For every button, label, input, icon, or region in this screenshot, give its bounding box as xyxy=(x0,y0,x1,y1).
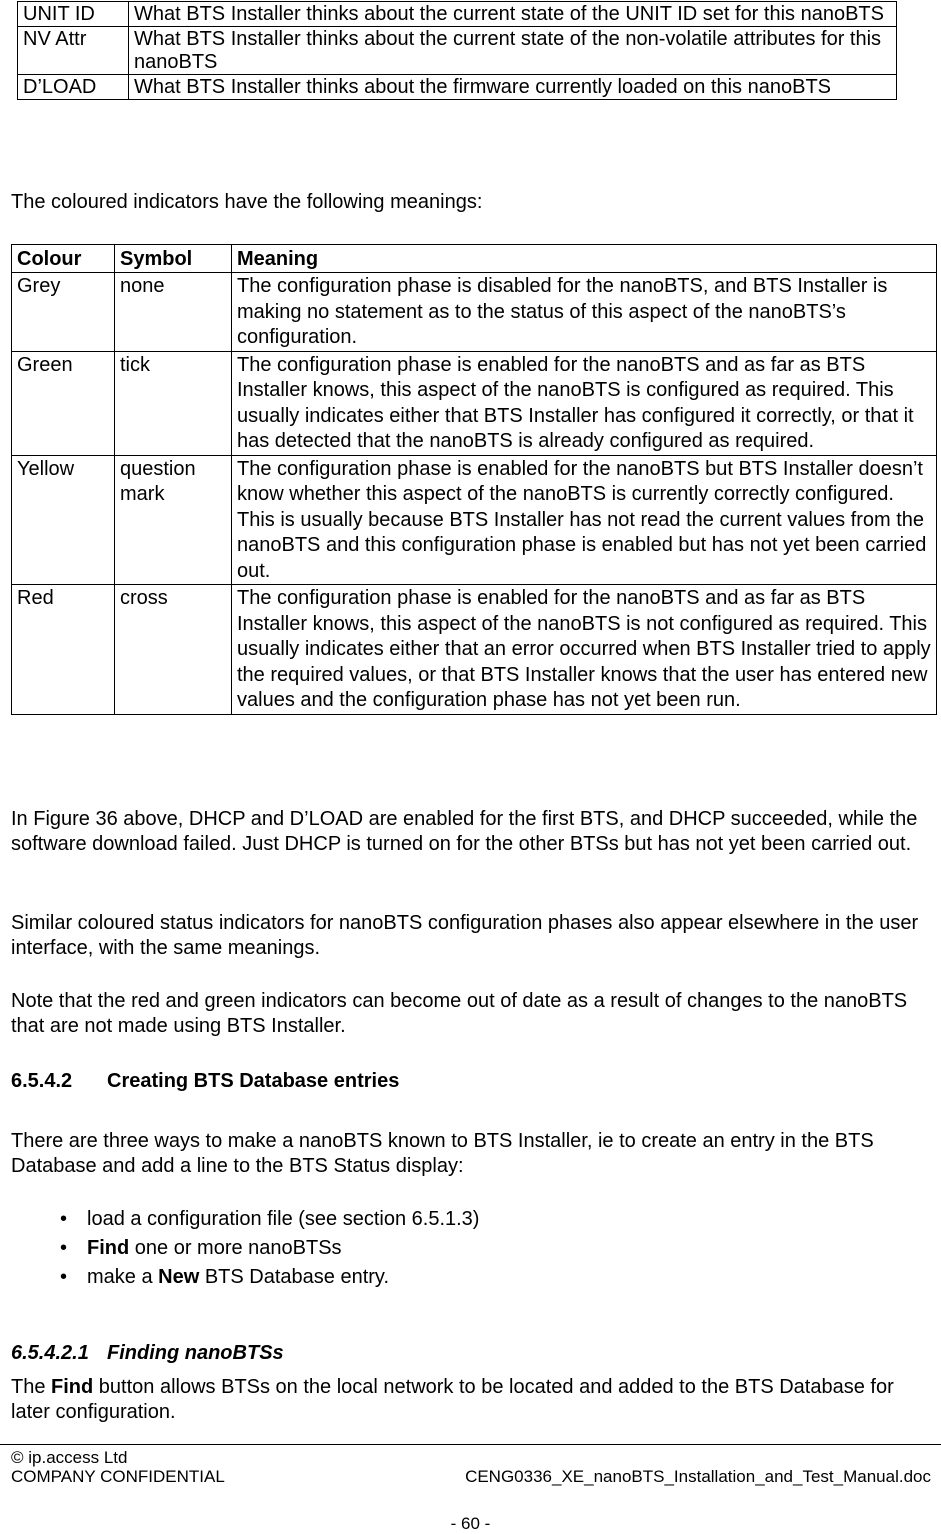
footer-copyright: © ip.access Ltd xyxy=(11,1448,128,1467)
paragraph-text: The xyxy=(11,1376,52,1398)
list-item-text: one or more nanoBTSs xyxy=(129,1237,342,1259)
subsection-title: Finding nanoBTSs xyxy=(107,1342,284,1364)
list-item-text: load a configuration file (see section 6.5.1.3) xyxy=(87,1208,480,1230)
colour-cell: Green xyxy=(12,351,115,455)
find-button-paragraph xyxy=(11,1375,921,1425)
colour-cell: Yellow xyxy=(12,455,115,585)
table-row xyxy=(12,585,937,715)
table-row xyxy=(18,2,897,27)
table-header-row xyxy=(12,245,937,273)
column-header-meaning: Meaning xyxy=(232,245,937,273)
status-indicators-paragraph: Similar coloured status indicators for nanoBTS configuration phases also appear elsewhere in the user interface, with the same meanings. xyxy=(11,912,919,959)
table-row xyxy=(12,351,937,455)
ways-paragraph: There are three ways to make a nanoBTS known to BTS Installer, ie to create an entry in the BTS Database and add a line to the BTS Status display: xyxy=(11,1130,874,1177)
list-item-bold-text: Find xyxy=(87,1237,130,1259)
paragraph-bold-text: Find xyxy=(51,1376,94,1398)
paragraph-text: button allows BTSs on the local network to be located and added to the BTS Database for later configuration. xyxy=(11,1376,894,1423)
symbol-cell: question mark xyxy=(115,455,232,585)
section-number: 6.5.4.2 xyxy=(11,1070,73,1092)
table-row xyxy=(18,75,897,100)
intro-paragraph: The coloured indicators have the following meanings: xyxy=(11,191,483,213)
meaning-cell: The configuration phase is enabled for the nanoBTS but BTS Installer doesn’t know whether this aspect of the nanoBTS is currently correctly configured. This is usually because BTS Installer has not read the current values from the nanoBTS and this configuration phase is enabled but has not yet been carried out. xyxy=(232,455,937,585)
description-cell: What BTS Installer thinks about the firmware currently loaded on this nanoBTS xyxy=(129,75,897,100)
term-cell: UNIT ID xyxy=(18,2,129,27)
table-row xyxy=(12,273,937,352)
section-heading xyxy=(11,1069,921,1094)
colour-cell: Red xyxy=(12,585,115,715)
table-row xyxy=(12,455,937,585)
table-row xyxy=(18,27,897,75)
bullet-list xyxy=(11,1207,911,1294)
list-item-text: make a xyxy=(87,1266,159,1288)
column-header-colour: Colour xyxy=(12,245,115,273)
figure-explanation-paragraph: In Figure 36 above, DHCP and D’LOAD are enabled for the first BTS, and DHCP succeeded, while the software download failed. Just DHCP is turned on for the other BTSs but has not yet been carried out. xyxy=(11,808,918,855)
term-cell: D’LOAD xyxy=(18,75,129,100)
list-item xyxy=(11,1207,911,1236)
list-item-text: BTS Database entry. xyxy=(199,1266,389,1288)
bullet-icon: • xyxy=(60,1266,68,1288)
meaning-cell: The configuration phase is enabled for the nanoBTS and as far as BTS Installer knows, this aspect of the nanoBTS is not configured as required. This usually indicates either that an error occurred when BTS Installer tried to apply the required values, or that BTS Installer knows that the user has entered new values and the configuration phase has not yet been run. xyxy=(232,585,937,715)
subsection-heading xyxy=(11,1341,921,1366)
term-cell: NV Attr xyxy=(18,27,129,75)
list-item xyxy=(11,1236,911,1265)
bullet-icon: • xyxy=(60,1208,68,1230)
list-item-bold-text: New xyxy=(158,1266,200,1288)
column-header-symbol: Symbol xyxy=(115,245,232,273)
symbol-cell: none xyxy=(115,273,232,352)
page-number: - 60 - xyxy=(450,1514,491,1533)
colour-indicator-table xyxy=(11,244,937,715)
subsection-number: 6.5.4.2.1 xyxy=(11,1342,89,1364)
footer-filename: CENG0336_XE_nanoBTS_Installation_and_Test_Manual.doc xyxy=(465,1467,931,1486)
description-cell: What BTS Installer thinks about the current state of the non-volatile attributes for this nanoBTS xyxy=(129,27,897,75)
footer-divider xyxy=(0,1444,941,1445)
list-item xyxy=(11,1265,911,1294)
meaning-cell: The configuration phase is enabled for the nanoBTS and as far as BTS Installer knows, this aspect of the nanoBTS is configured as required. This usually indicates either that BTS Installer has configured it correctly, or that it has detected that the nanoBTS is already configured as required. xyxy=(232,351,937,455)
bullet-icon: • xyxy=(60,1237,68,1259)
symbol-cell: cross xyxy=(115,585,232,715)
colour-cell: Grey xyxy=(12,273,115,352)
meaning-cell: The configuration phase is disabled for the nanoBTS, and BTS Installer is making no statement as to the status of this aspect of the nanoBTS’s configuration. xyxy=(232,273,937,352)
section-title: Creating BTS Database entries xyxy=(107,1070,400,1092)
description-cell: What BTS Installer thinks about the current state of the UNIT ID set for this nanoBTS xyxy=(129,2,897,27)
phase-definition-table xyxy=(17,1,897,100)
footer-confidential: COMPANY CONFIDENTIAL xyxy=(11,1467,225,1486)
symbol-cell: tick xyxy=(115,351,232,455)
out-of-date-note-paragraph: Note that the red and green indicators can become out of date as a result of changes to the nanoBTS that are not made using BTS Installer. xyxy=(11,990,908,1037)
